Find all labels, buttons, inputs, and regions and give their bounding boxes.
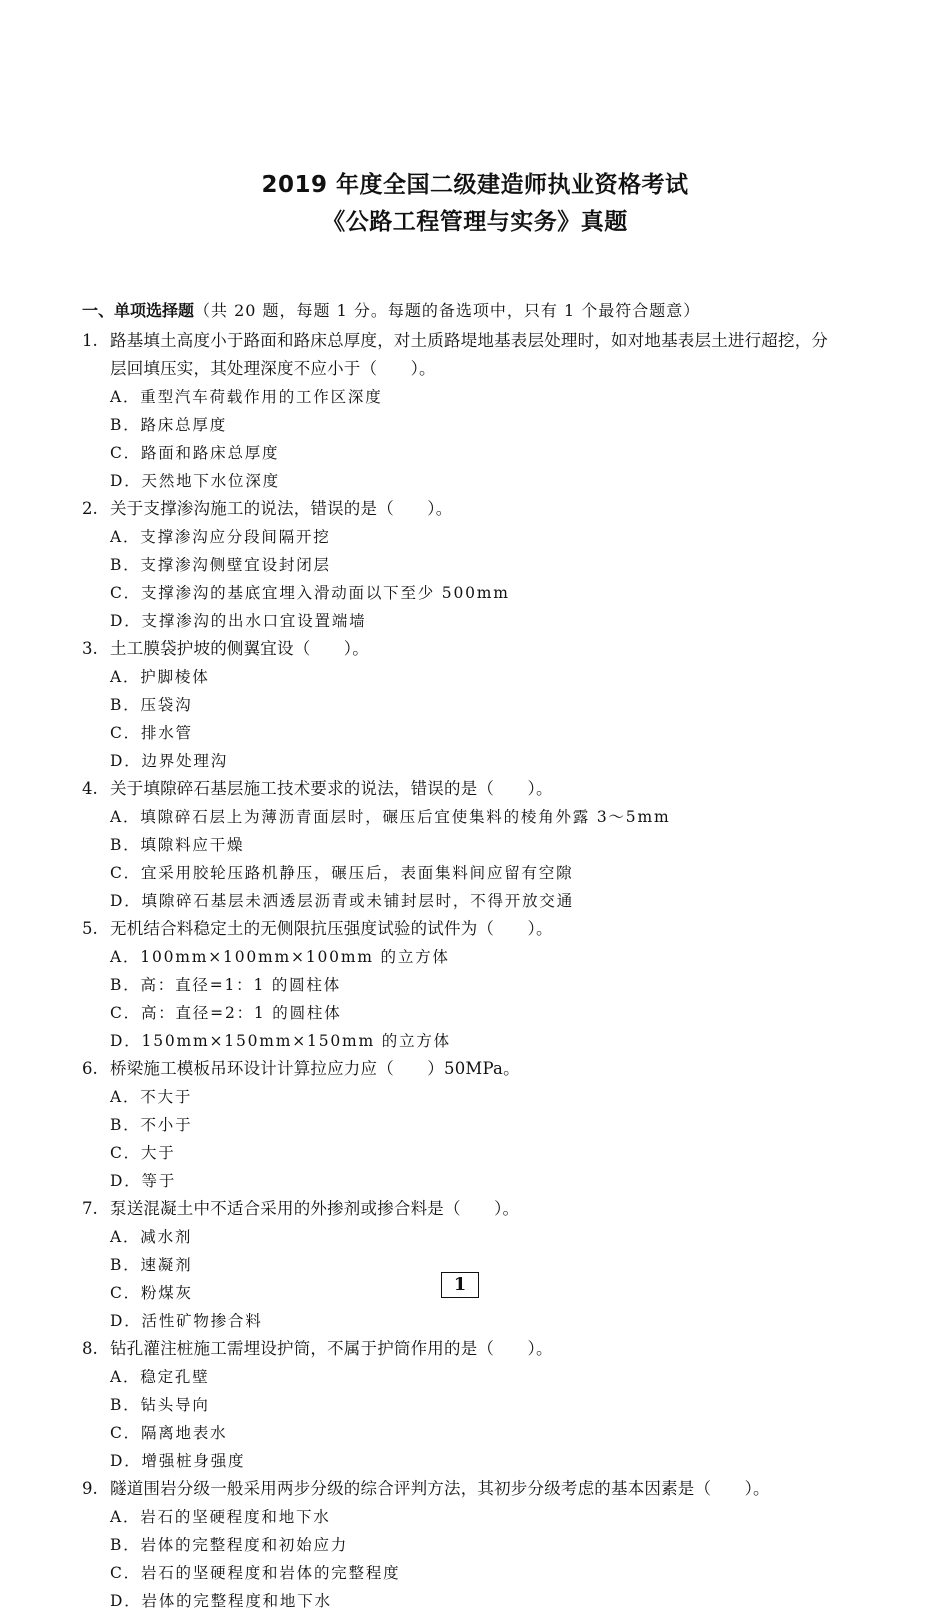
option-a[interactable]: A．减水剂: [110, 1228, 193, 1246]
question-number: 8.: [82, 1339, 98, 1358]
question-number: 9.: [82, 1479, 98, 1498]
question-text: 泵送混凝土中不适合采用的外掺剂或掺合料是（ ）。: [110, 1199, 520, 1218]
option-b[interactable]: B．不小于: [110, 1116, 193, 1134]
section-note: （共 20 题，每题 1 分。每题的备选项中，只有 1 个最符合题意）: [194, 301, 701, 320]
option-b[interactable]: B．高：直径=1：1 的圆柱体: [110, 976, 342, 994]
question-item: [82, 1055, 842, 1195]
question-item: [82, 635, 842, 775]
option-c[interactable]: C．支撑渗沟的基底宜埋入滑动面以下至少 500mm: [110, 584, 510, 602]
section-heading: 一、单项选择题: [82, 301, 195, 320]
option-b[interactable]: B．岩体的完整程度和初始应力: [110, 1536, 349, 1554]
question-stem: [82, 495, 842, 523]
option-list: [110, 943, 842, 1055]
option-c[interactable]: C．高：直径=2：1 的圆柱体: [110, 1004, 342, 1022]
question-item: [82, 1335, 842, 1475]
option-d[interactable]: D．增强桩身强度: [110, 1452, 246, 1470]
exam-title-line1: 2019 年度全国二级建造师执业资格考试: [261, 172, 689, 198]
option-b[interactable]: B．速凝剂: [110, 1256, 193, 1274]
question-stem: [82, 1475, 842, 1503]
question-number: 3.: [82, 639, 98, 658]
option-c[interactable]: C．宜采用胶轮压路机静压，碾压后，表面集料间应留有空隙: [110, 864, 574, 882]
question-item: [82, 495, 842, 635]
option-list: [110, 383, 842, 495]
question-number: 5.: [82, 919, 98, 938]
option-b[interactable]: B．填隙料应干燥: [110, 836, 245, 854]
option-d[interactable]: D．150mm×150mm×150mm 的立方体: [110, 1032, 451, 1050]
option-a[interactable]: A．稳定孔壁: [110, 1368, 210, 1386]
question-text: 关于支撑渗沟施工的说法，错误的是（ ）。: [110, 499, 453, 518]
question-number: 6.: [82, 1059, 98, 1078]
option-a[interactable]: A．不大于: [110, 1088, 193, 1106]
question-stem: [82, 1335, 842, 1363]
question-stem: [82, 635, 842, 663]
option-a[interactable]: A．护脚棱体: [110, 668, 210, 686]
option-a[interactable]: A．填隙碎石层上为薄沥青面层时，碾压后宜使集料的棱角外露 3～5mm: [110, 808, 671, 826]
option-a[interactable]: A．重型汽车荷载作用的工作区深度: [110, 388, 383, 406]
question-item: [82, 1195, 842, 1335]
option-b[interactable]: B．支撑渗沟侧壁宜设封闭层: [110, 556, 331, 574]
question-item: [82, 915, 842, 1055]
option-list: [110, 1083, 842, 1195]
question-number: 2.: [82, 499, 98, 518]
question-text: 隧道围岩分级一般采用两步分级的综合评判方法，其初步分级考虑的基本因素是（ ）。: [110, 1479, 770, 1498]
option-list: [110, 523, 842, 635]
question-text: 关于填隙碎石基层施工技术要求的说法，错误的是（ ）。: [110, 779, 553, 798]
question-stem: [82, 327, 842, 383]
question-item: [82, 327, 842, 495]
option-list: [110, 663, 842, 775]
question-text: 无机结合料稳定土的无侧限抗压强度试验的试件为（ ）。: [110, 919, 553, 938]
question-text: 桥梁施工模板吊环设计计算拉应力应（ ）50MPa。: [110, 1059, 520, 1078]
question-item: [82, 1475, 842, 1615]
option-d[interactable]: D．岩体的完整程度和地下水: [110, 1592, 332, 1610]
option-list: [110, 1503, 842, 1615]
question-text: 钻孔灌注桩施工需埋设护筒，不属于护筒作用的是（ ）。: [110, 1339, 553, 1358]
option-b[interactable]: B．钻头导向: [110, 1396, 210, 1414]
question-stem: [82, 915, 842, 943]
option-list: [110, 1363, 842, 1475]
option-d[interactable]: D．填隙碎石基层未洒透层沥青或未铺封层时，不得开放交通: [110, 892, 575, 910]
question-number: 4.: [82, 779, 98, 798]
option-b[interactable]: B．压袋沟: [110, 696, 193, 714]
option-d[interactable]: D．边界处理沟: [110, 752, 229, 770]
page-number: 1: [441, 1272, 479, 1298]
question-list: [82, 327, 842, 1615]
question-text: 土工膜袋护坡的侧翼宜设（ ）。: [110, 639, 369, 658]
question-number: 7.: [82, 1199, 98, 1218]
option-a[interactable]: A．100mm×100mm×100mm 的立方体: [110, 948, 450, 966]
option-d[interactable]: D．天然地下水位深度: [110, 472, 280, 490]
option-c[interactable]: C．大于: [110, 1144, 176, 1162]
option-d[interactable]: D．等于: [110, 1172, 177, 1190]
question-text: 路基填土高度小于路面和路床总厚度，对土质路堤地基表层处理时，如对地基表层土进行超挖，分层回填压实，其处理深度不应小于（ ）。: [110, 331, 829, 378]
option-d[interactable]: D．活性矿物掺合料: [110, 1312, 263, 1330]
section-header: [82, 298, 700, 321]
option-c[interactable]: C．粉煤灰: [110, 1284, 193, 1302]
question-stem: [82, 1055, 842, 1083]
option-d[interactable]: D．支撑渗沟的出水口宜设置端墙: [110, 612, 367, 630]
question-item: [82, 775, 842, 915]
exam-title-line2: 《公路工程管理与实务》真题: [322, 209, 628, 235]
option-list: [110, 803, 842, 915]
option-c[interactable]: C．排水管: [110, 724, 193, 742]
question-number: 1.: [82, 331, 98, 350]
option-c[interactable]: C．隔离地表水: [110, 1424, 228, 1442]
option-c[interactable]: C．路面和路床总厚度: [110, 444, 280, 462]
question-stem: [82, 1195, 842, 1223]
option-c[interactable]: C．岩石的坚硬程度和岩体的完整程度: [110, 1564, 401, 1582]
question-stem: [82, 775, 842, 803]
option-a[interactable]: A．支撑渗沟应分段间隔开挖: [110, 528, 331, 546]
option-a[interactable]: A．岩石的坚硬程度和地下水: [110, 1508, 331, 1526]
option-b[interactable]: B．路床总厚度: [110, 416, 227, 434]
